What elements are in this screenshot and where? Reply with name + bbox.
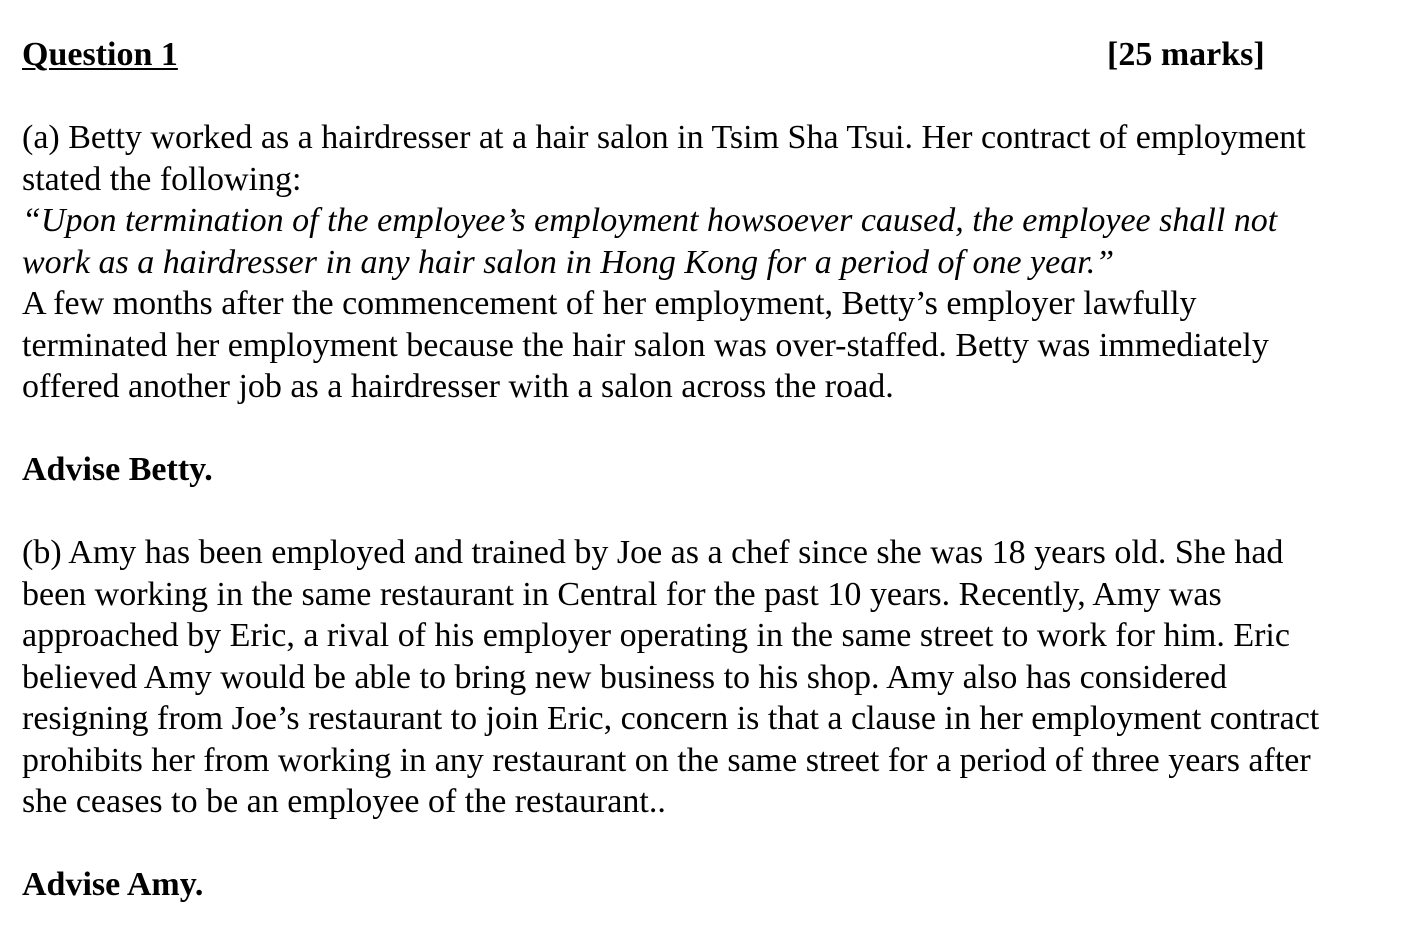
part-b-facts-line: resigning from Joe’s restaurant to join Eric, concern is that a clause in her employment contract <box>22 700 1320 737</box>
quote-line: work as a hairdresser in any hair salon in Hong Kong for a period of one year.” <box>22 243 1115 281</box>
part-b-facts-line: she ceases to be an employee of the restaurant.. <box>22 783 666 820</box>
part-b-facts-line: been working in the same restaurant in Central for the past 10 years. Recently, Amy was <box>22 575 1222 613</box>
question-title: Question 1 <box>22 36 178 73</box>
part-b-facts-line: believed Amy would be able to bring new business to his shop. Amy also has considered <box>22 658 1227 696</box>
contract-clause-quote <box>22 200 1412 283</box>
part-a-facts-line: terminated her employment because the hair salon was over-staffed. Betty was immediately <box>22 326 1269 364</box>
exam-question-page <box>22 34 1412 906</box>
part-b-facts-line: prohibits her from working in any restaurant on the same street for a period of three years after <box>22 741 1311 779</box>
part-b-facts <box>22 532 1412 823</box>
part-a-facts <box>22 283 1412 408</box>
quote-line: “Upon termination of the employee’s employment howsoever caused, the employee shall not <box>22 202 1278 239</box>
part-a-intro-line: (a) Betty worked as a hairdresser at a hair salon in Tsim Sha Tsui. Her contract of employment <box>22 119 1306 156</box>
blank-line <box>22 408 1412 450</box>
blank-line <box>22 823 1412 865</box>
part-a-intro-line: stated the following: <box>22 160 302 198</box>
part-a-facts-line: offered another job as a hairdresser with a salon across the road. <box>22 368 894 405</box>
blank-line <box>22 491 1412 533</box>
question-marks: [25 marks] <box>1107 36 1265 73</box>
part-a-facts-line: A few months after the commencement of her employment, Betty’s employer lawfully <box>22 285 1197 322</box>
blank-line <box>22 76 1412 118</box>
part-b-advise: Advise Amy. <box>22 866 204 903</box>
part-b-facts-line: approached by Eric, a rival of his employer operating in the same street to work for him. Eric <box>22 617 1290 654</box>
question-header <box>22 34 1412 76</box>
part-a-intro <box>22 117 1412 200</box>
part-a-advise: Advise Betty. <box>22 451 213 488</box>
part-b-facts-line: (b) Amy has been employed and trained by Joe as a chef since she was 18 years old. She had <box>22 534 1284 571</box>
